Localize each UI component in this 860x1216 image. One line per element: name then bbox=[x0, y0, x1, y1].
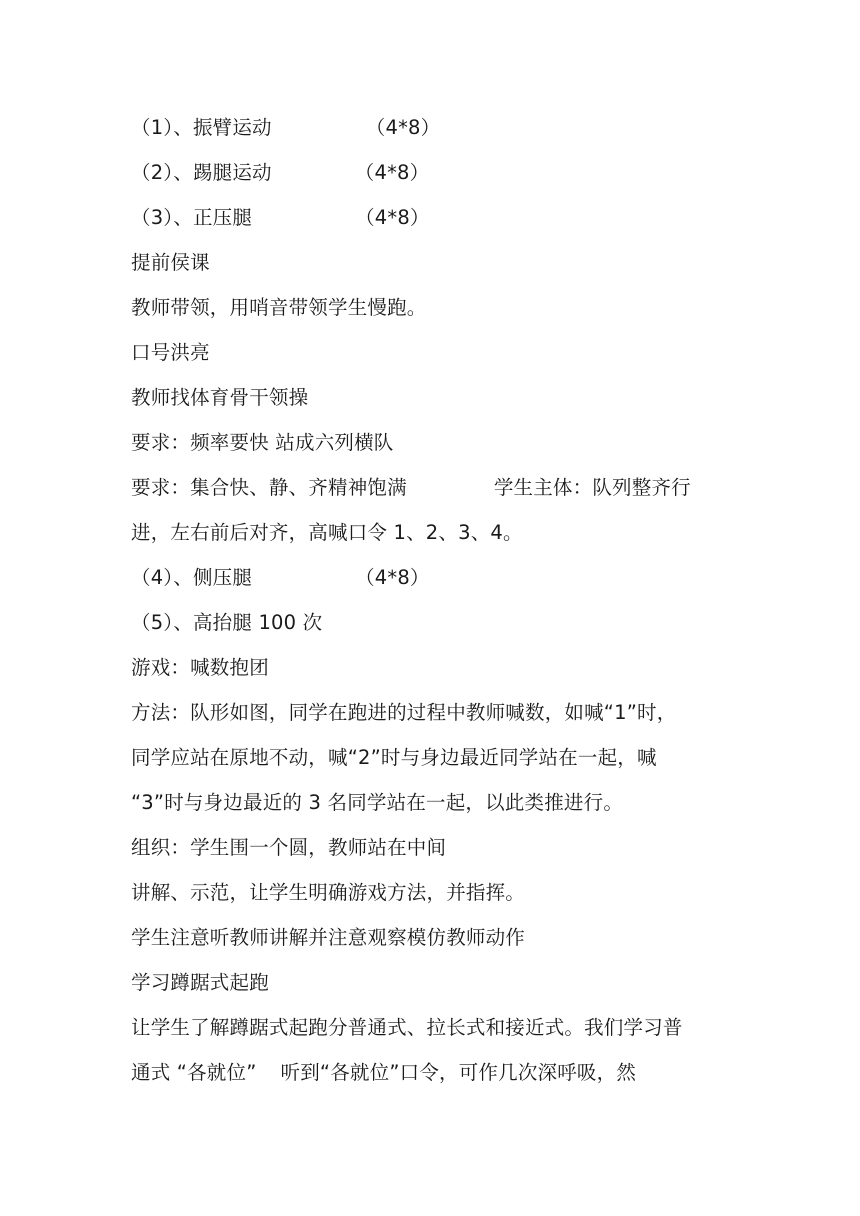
text-line-1 bbox=[131, 116, 440, 140]
text-line-10: 进，左右前后对齐，高喊口令 1、2、3、4。 bbox=[131, 521, 523, 544]
text-line-6: 口号洪亮 bbox=[131, 341, 210, 364]
text-line-22 bbox=[131, 1061, 636, 1085]
exercise-arm-swing: （1）、振臂运动 bbox=[131, 116, 272, 139]
text-line-7: 教师找体育骨干领操 bbox=[131, 386, 309, 409]
text-line-9 bbox=[131, 476, 691, 500]
text-line-21: 让学生了解蹲踞式起跑分普通式、拉长式和接近式。我们学习普 bbox=[131, 1016, 683, 1039]
start-style-text: 通式 “各就位” bbox=[131, 1061, 257, 1084]
text-line-18: 讲解、示范，让学生明确游戏方法，并指挥。 bbox=[131, 881, 526, 904]
exercise-count: （4*8） bbox=[354, 161, 430, 184]
text-line-14: 方法：队形如图，同学在跑进的过程中教师喊数，如喊“1”时， bbox=[131, 701, 677, 724]
text-line-5: 教师带领，用哨音带领学生慢跑。 bbox=[131, 296, 427, 319]
text-line-19: 学生注意听教师讲解并注意观察模仿教师动作 bbox=[131, 926, 526, 949]
text-line-16: “3”时与身边最近的 3 名同学站在一起，以此类推进行。 bbox=[131, 791, 624, 814]
text-line-13: 游戏：喊数抱团 bbox=[131, 656, 269, 679]
text-line-12: （5）、高抬腿 100 次 bbox=[131, 611, 323, 634]
requirement-text: 要求：集合快、静、齐精神饱满 bbox=[131, 476, 407, 499]
exercise-count: （4*8） bbox=[355, 566, 430, 589]
text-line-2 bbox=[131, 161, 429, 185]
exercise-count: （4*8） bbox=[365, 116, 441, 139]
student-role-text: 学生主体：队列整齐行 bbox=[493, 476, 691, 499]
exercise-count: （4*8） bbox=[355, 206, 430, 229]
exercise-front-leg-press: （3）、正压腿 bbox=[131, 206, 253, 229]
exercise-kick: （2）、踢腿运动 bbox=[131, 161, 272, 184]
text-line-4: 提前侯课 bbox=[131, 251, 210, 274]
text-line-3 bbox=[131, 206, 430, 230]
text-line-11 bbox=[131, 566, 430, 590]
text-line-17: 组织：学生围一个圆，教师站在中间 bbox=[131, 836, 447, 859]
start-instruction-text: 听到“各就位”口令，可作几次深呼吸，然 bbox=[280, 1061, 637, 1084]
text-line-8: 要求：频率要快 站成六列横队 bbox=[131, 431, 394, 454]
text-line-15: 同学应站在原地不动，喊“2”时与身边最近同学站在一起，喊 bbox=[131, 746, 657, 769]
exercise-side-leg-press: （4）、侧压腿 bbox=[131, 566, 253, 589]
text-line-20: 学习蹲踞式起跑 bbox=[131, 971, 269, 994]
